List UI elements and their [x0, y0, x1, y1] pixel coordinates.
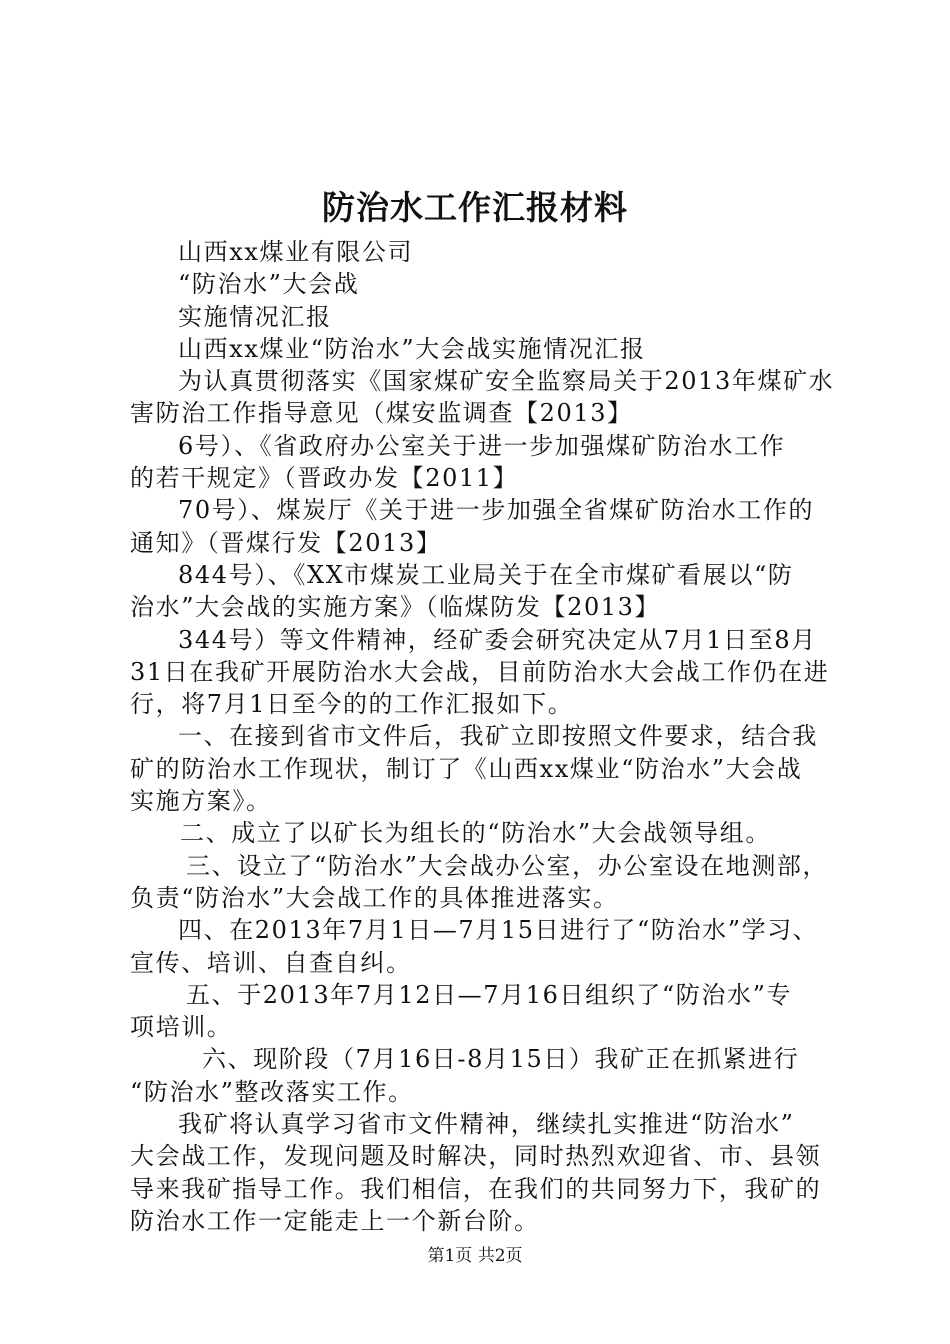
text-line: “防治水”整改落实工作。 — [130, 1077, 414, 1106]
text-line: 山西xx煤业“防治水”大会战实施情况汇报 — [178, 334, 646, 363]
text-line: 五、于2013年7月12日—7月16日组织了“防治水”专 — [186, 980, 793, 1009]
text-line: 70号）、煤炭厅《关于进一步加强全省煤矿防治水工作的 — [178, 496, 815, 525]
text-line: 宣传、培训、自查自纠。 — [130, 948, 412, 977]
document-body — [130, 236, 840, 1237]
text-line: 一、在接到省市文件后，我矿立即按照文件要求，结合我 — [178, 722, 818, 751]
text-line: 导来我矿指导工作。我们相信，在我们的共同努力下，我矿的 — [130, 1174, 822, 1203]
text-line: 6号）、《省政府办公室关于进一步加强煤矿防治水工作 — [178, 431, 786, 460]
text-line: 行，将7月1日至今的的工作汇报如下。 — [130, 690, 574, 719]
text-line: 实施情况汇报 — [178, 302, 332, 331]
document-title: 防治水工作汇报材料 — [322, 188, 628, 227]
text-line: 我矿将认真学习省市文件精神，继续扎实推进“防治水” — [178, 1110, 795, 1139]
text-line: 344号）等文件精神，经矿委会研究决定从7月1日至8月 — [178, 625, 817, 654]
text-line: 31日在我矿开展防治水大会战，目前防治水大会战工作仍在进 — [130, 657, 830, 686]
text-line: 六、现阶段（7月16日-8月15日）我矿正在抓紧进行 — [202, 1045, 800, 1074]
text-line: 大会战工作，发现问题及时解决，同时热烈欢迎省、市、县领 — [130, 1142, 822, 1171]
text-line: 的若干规定》（晋政办发【2011】 — [130, 464, 519, 493]
page-footer: 第1页 共2页 — [427, 1246, 523, 1266]
text-line: 山西xx煤业有限公司 — [178, 238, 414, 266]
text-line: 实施方案》。 — [130, 787, 272, 816]
text-line: 害防治工作指导意见（煤安监调查【2013】 — [130, 399, 633, 428]
text-line: 通知》（晋煤行发【2013】 — [130, 528, 442, 557]
text-line: 三、设立了“防治水”大会战办公室，办公室设在地测部， — [186, 851, 829, 880]
text-line: 防治水工作一定能走上一个新台阶。 — [130, 1206, 540, 1235]
text-line: 负责“防治水”大会战工作的具体推进落实。 — [130, 883, 619, 912]
text-line: 治水”大会战的实施方案》（临煤防发【2013】 — [130, 593, 661, 622]
text-line: 844号）、《XX市煤炭工业局关于在全市煤矿看展以“防 — [178, 560, 794, 589]
text-line: 为认真贯彻落实《国家煤矿安全监察局关于2013年煤矿水 — [178, 367, 835, 396]
text-line: 四、在2013年7月1日—7月15日进行了“防治水”学习、 — [178, 916, 819, 945]
text-line: 矿的防治水工作现状，制订了《山西xx煤业“防治水”大会战 — [130, 754, 803, 783]
text-line: “防治水”大会战 — [178, 270, 360, 299]
text-line: 项培训。 — [130, 1013, 233, 1042]
text-line: 二、成立了以矿长为组长的“防治水”大会战领导组。 — [180, 819, 771, 848]
